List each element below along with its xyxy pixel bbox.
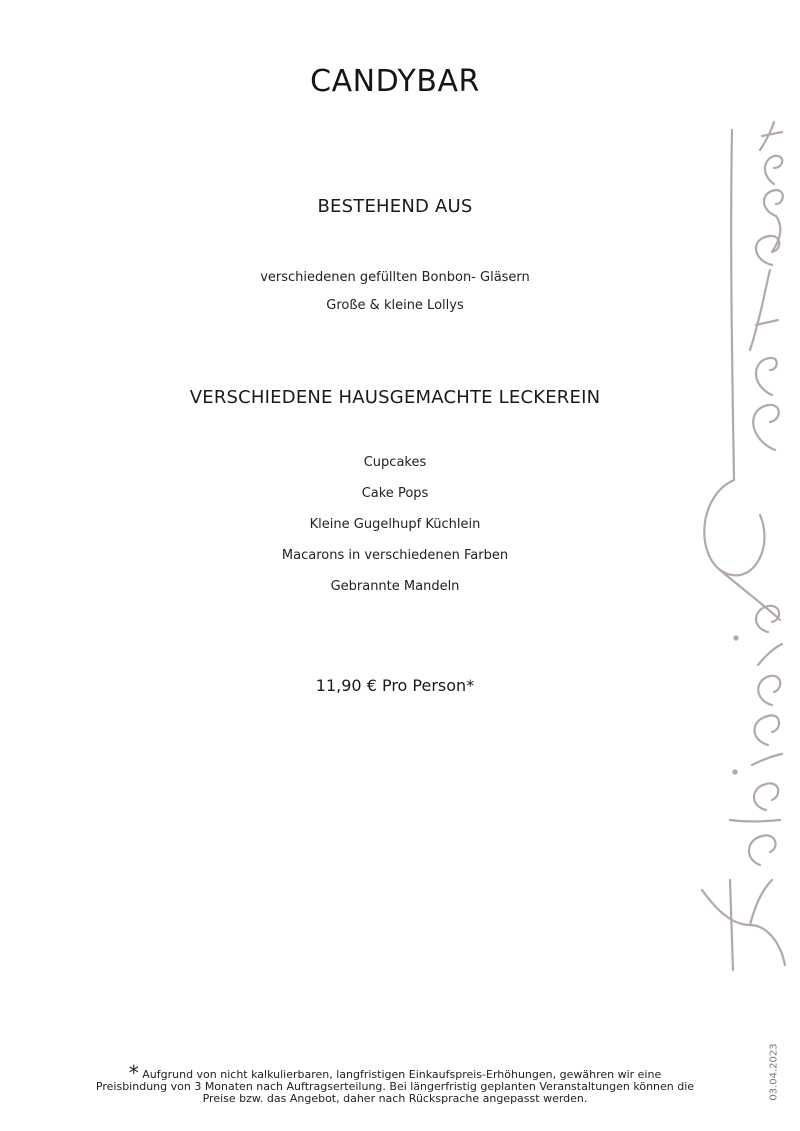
list-item: Große & kleine Lollys [326,298,464,313]
section-heading-homemade-treats: VERSCHIEDENE HAUSGEMACHTE LECKEREIN [189,387,601,408]
list-item: Cupcakes [363,455,427,470]
price-footnote [95,1061,695,1105]
list-item: Cake Pops [361,486,429,501]
section-items-consists-of [0,270,790,326]
list-item: verschiedenen gefüllten Bonbon- Gläsern [260,270,530,285]
footnote-text: Aufgrund von nicht kalkulierbaren, langfristigen Einkaufspreis-Erhöhungen, gewähren wir eine Preisbindung von 3 Monaten nach Auftragserteilung. Bei längerfristig geplanten Veranstaltungen können die Preise bzw. das Angebot, daher nach Rücksprache angepasst werden. [95,1068,695,1105]
list-item: Kleine Gugelhupf Küchlein [309,517,481,532]
list-item: Gebrannte Mandeln [330,579,460,594]
document-date: 03.04.2023 [768,1043,780,1101]
page-title: CANDYBAR [310,64,480,99]
footnote-asterisk: * [128,1061,139,1085]
section-heading-consists-of: BESTEHEND AUS [317,196,473,217]
section-items-homemade-treats [0,455,790,610]
kulinarie-restaurant-signature-logo [690,120,790,980]
price-per-person: 11,90 € Pro Person* [315,676,475,695]
list-item: Macarons in verschiedenen Farben [281,548,509,563]
